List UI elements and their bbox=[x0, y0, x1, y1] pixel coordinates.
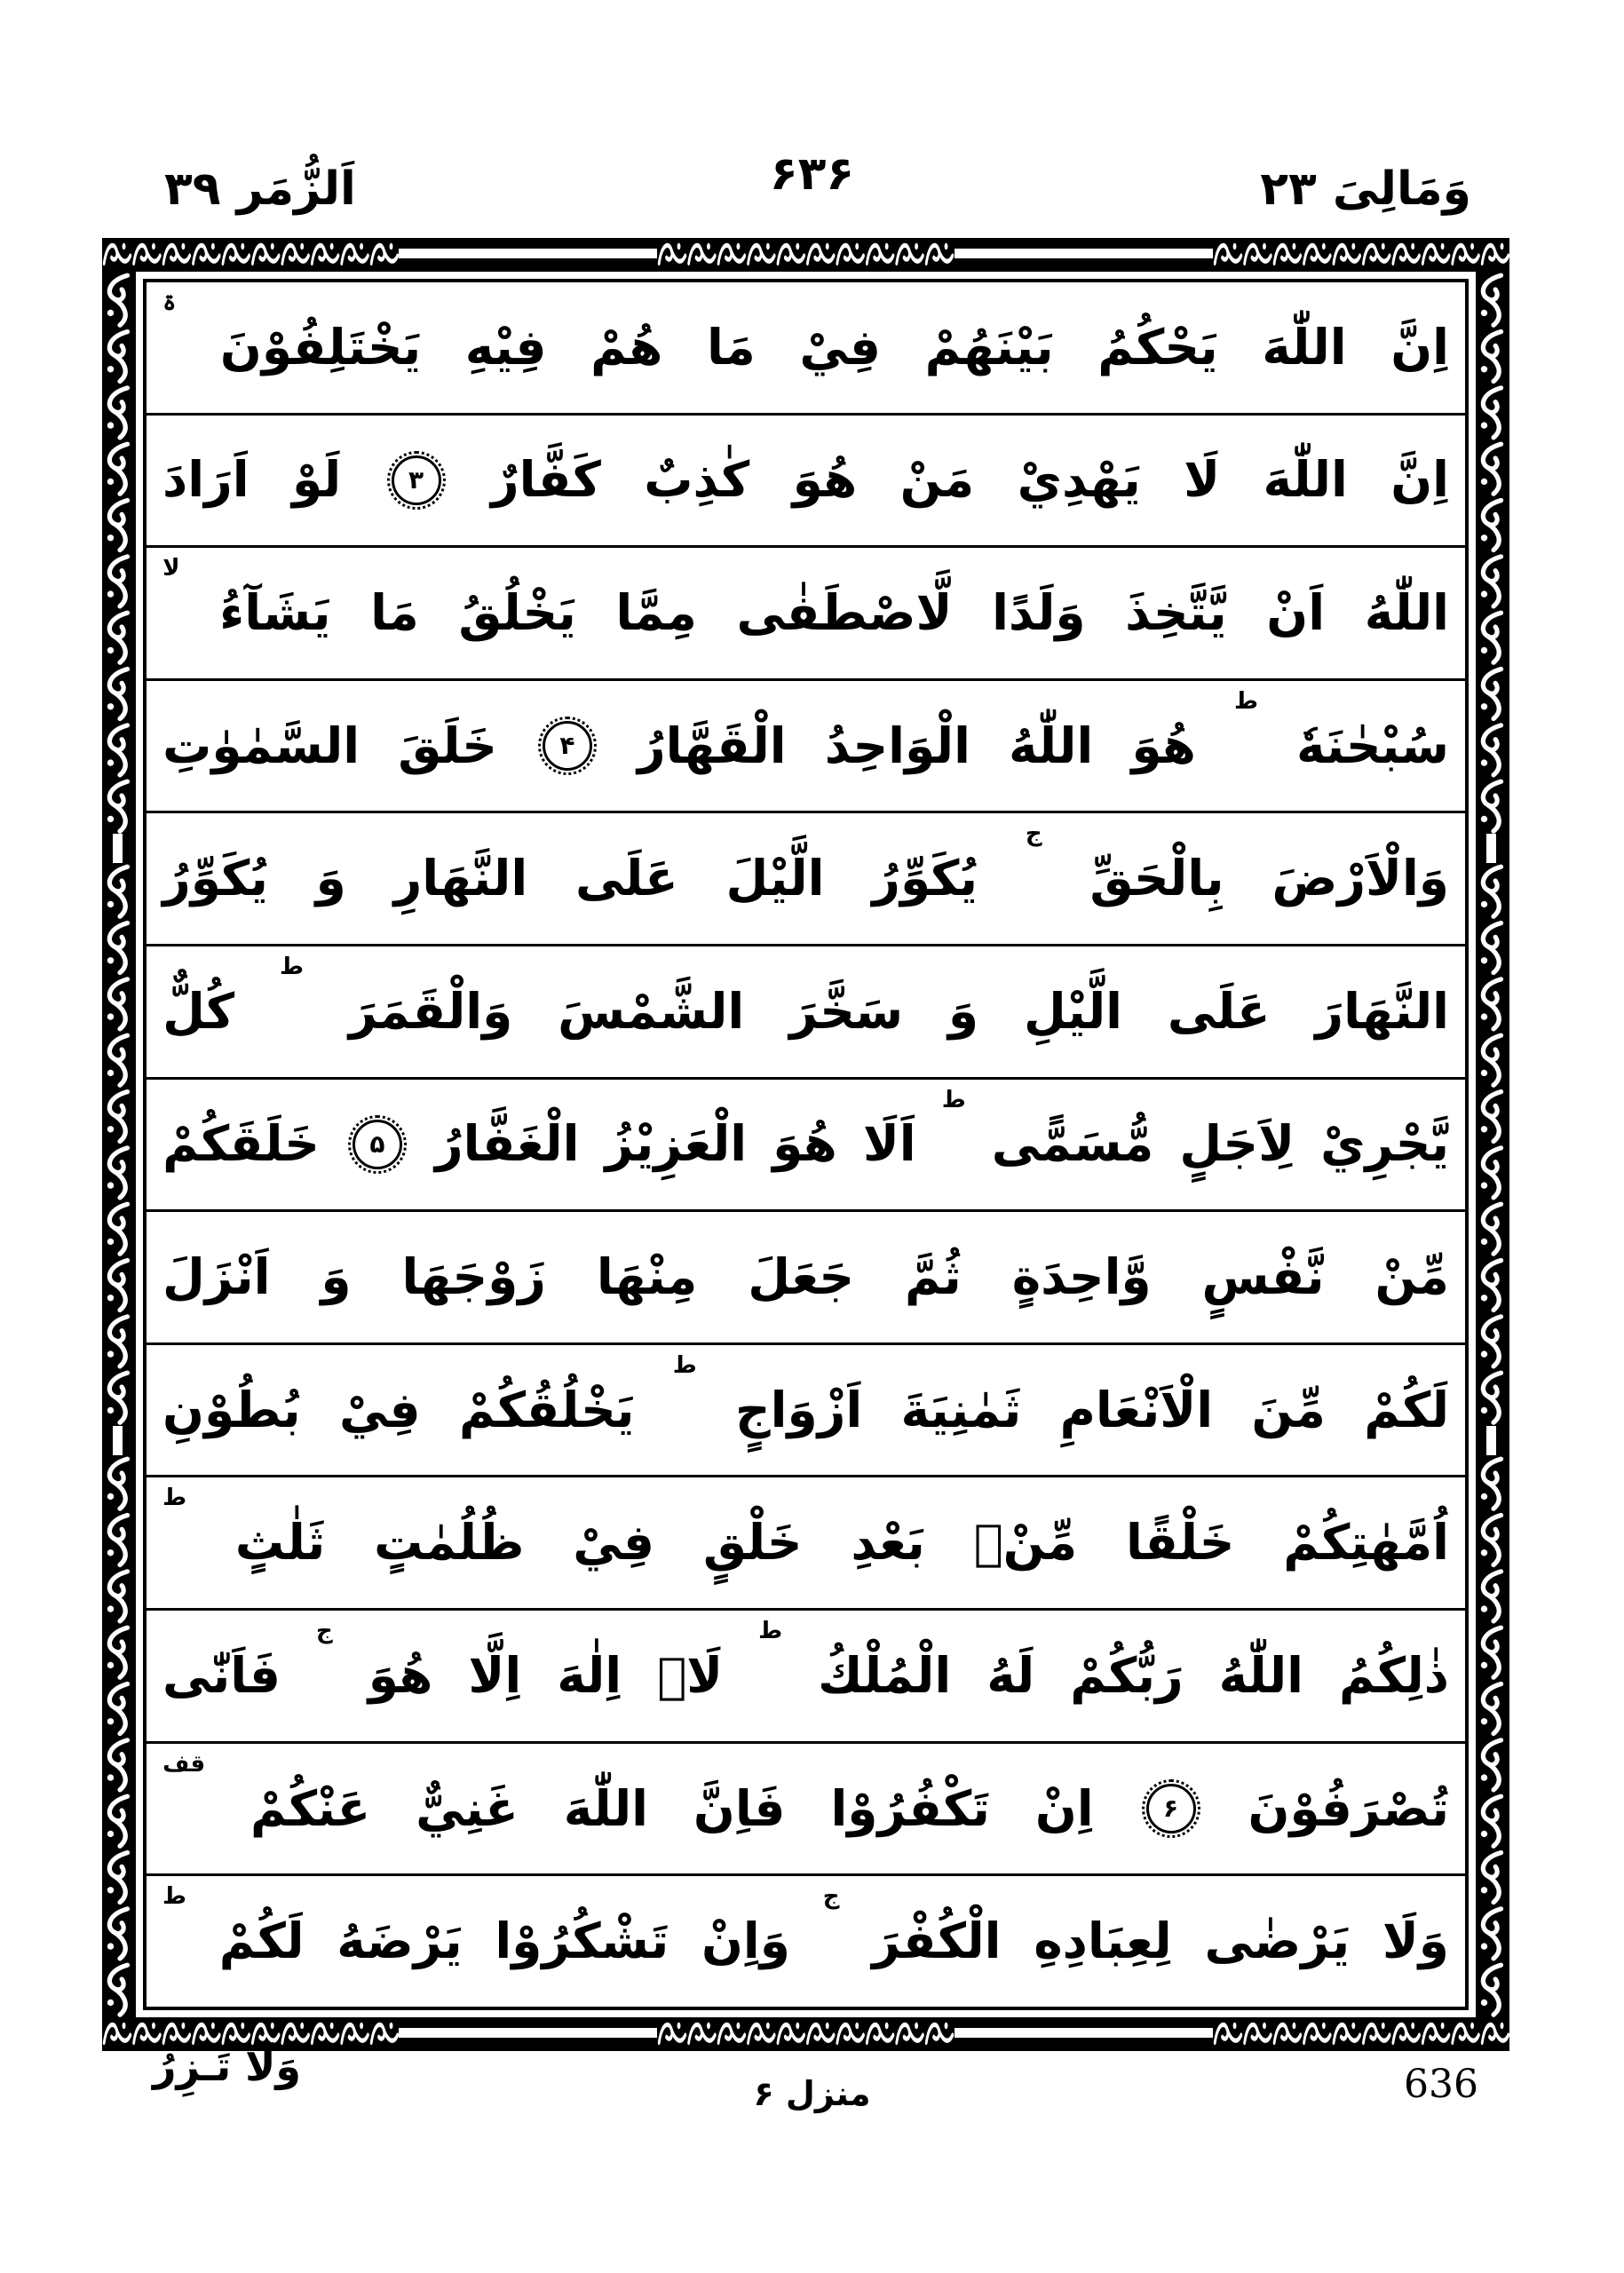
border-band-top bbox=[102, 238, 1509, 272]
word: وَلَا bbox=[1382, 1913, 1449, 1970]
word: يَخْتَلِفُوْنَ bbox=[219, 318, 422, 376]
word: ظُلُمٰتٍ bbox=[374, 1514, 525, 1572]
word: اللّٰهَ bbox=[1263, 451, 1348, 509]
border-band-left bbox=[102, 272, 136, 2017]
word: ثَلٰثٍ bbox=[234, 1514, 326, 1572]
word: اللّٰهُ bbox=[1008, 717, 1094, 774]
word: لَكُمْ bbox=[218, 1913, 305, 1970]
word: لِعِبَادِهِ bbox=[1034, 1913, 1172, 1970]
decorative-frame bbox=[102, 238, 1509, 2051]
stripe-ornament bbox=[1476, 1426, 1509, 1455]
word: لِاَجَلٍ bbox=[1179, 1115, 1295, 1173]
word: الْكُفْرَ bbox=[872, 1913, 1002, 1970]
word: يَّتَّخِذَ bbox=[1125, 584, 1227, 642]
word: كَفَّارٌ bbox=[490, 451, 601, 509]
inner-rule bbox=[143, 279, 1469, 2010]
word: يَرْضٰى bbox=[1204, 1913, 1351, 1970]
word: اِنَّ bbox=[1390, 318, 1449, 376]
quran-line bbox=[147, 1209, 1465, 1342]
word: يُكَوِّرُ bbox=[162, 850, 268, 907]
border-band-bottom bbox=[102, 2017, 1509, 2051]
word: لَّاصْطَفٰى bbox=[736, 584, 953, 642]
word: الَّيْلَ bbox=[725, 850, 825, 907]
word: جَعَلَ bbox=[748, 1248, 855, 1306]
word: اَنْزَلَ bbox=[162, 1248, 271, 1306]
word: النَّهَارِ bbox=[393, 850, 528, 907]
word: الْوَاحِدُ bbox=[824, 717, 970, 774]
word: مَا bbox=[707, 318, 756, 376]
word: وَلَدًا bbox=[992, 584, 1086, 642]
word: السَّمٰوٰتِ bbox=[162, 717, 360, 774]
manzil-label: منزل ۶ bbox=[753, 2074, 871, 2113]
word: اللّٰهَ bbox=[1262, 318, 1347, 376]
word: خَلْقٍ bbox=[702, 1514, 803, 1572]
scroll-ornament bbox=[1476, 863, 1509, 1425]
word: الْعَزِيْزُ bbox=[605, 1115, 748, 1173]
word: وَالْقَمَرَ bbox=[348, 982, 513, 1040]
word: خَلْقًا bbox=[1126, 1514, 1235, 1572]
word: فَاَنّٰى bbox=[162, 1646, 281, 1704]
word: هُوَ bbox=[772, 1115, 837, 1173]
word: هُوَ bbox=[368, 1646, 433, 1704]
word: نَّفْسٍ bbox=[1201, 1248, 1325, 1306]
word: اَرَادَ bbox=[162, 451, 250, 509]
quran-line bbox=[147, 1475, 1465, 1608]
word: اُمَّهٰتِكُمْ bbox=[1283, 1514, 1449, 1572]
word: الْغَفَّارُ bbox=[434, 1115, 580, 1173]
word: الْقَهَّارُ bbox=[637, 717, 787, 774]
word: النَّهَارَ bbox=[1315, 982, 1449, 1040]
word: اَزْوَاجٍ bbox=[735, 1381, 863, 1438]
page-number-latin: 636 bbox=[1404, 2062, 1478, 2107]
word: اِلٰهَ bbox=[557, 1646, 622, 1704]
scroll-ornament bbox=[1476, 1455, 1509, 2017]
word: عَنْكُمْ bbox=[250, 1779, 371, 1837]
word: مِّنْ bbox=[1374, 1248, 1449, 1306]
word: اَنْ bbox=[1266, 584, 1326, 642]
waqf-mark: ط bbox=[941, 1086, 966, 1113]
stripe-ornament bbox=[102, 834, 136, 863]
word: كُلٌّ bbox=[162, 982, 235, 1040]
juz-name-header: وَمَالِىَ ۲۳ bbox=[1260, 162, 1471, 216]
word: وَ bbox=[315, 850, 346, 907]
word: اِنَّ bbox=[1390, 451, 1449, 509]
word: غَنِيٌّ bbox=[416, 1779, 519, 1837]
quran-line bbox=[147, 678, 1465, 812]
word: اِنْ bbox=[1034, 1779, 1094, 1837]
word: لَوْ bbox=[292, 451, 342, 509]
page-header bbox=[0, 142, 1624, 235]
word: الشَّمْسَ bbox=[558, 982, 745, 1040]
scroll-ornament bbox=[102, 238, 399, 272]
word: فِيْ bbox=[799, 318, 882, 376]
word: يَّجْرِيْ bbox=[1320, 1115, 1449, 1173]
quran-line bbox=[147, 282, 1465, 413]
word: تُصْرَفُوْنَ bbox=[1248, 1779, 1449, 1837]
word: يَهْدِيْ bbox=[1017, 451, 1141, 509]
scroll-ornament bbox=[1476, 272, 1509, 834]
word: ثَمٰنِيَةَ bbox=[900, 1381, 1022, 1438]
waqf-mark: ط bbox=[162, 1883, 187, 1911]
word: يَحْكُمُ bbox=[1097, 318, 1218, 376]
waqf-mark: ط bbox=[758, 1618, 783, 1645]
page-number-arabic: ۶۳۶ bbox=[769, 147, 855, 201]
word: لَكُمْ bbox=[1364, 1381, 1449, 1438]
word: يَخْلُقُ bbox=[458, 584, 576, 642]
waqf-mark: قف bbox=[162, 1750, 206, 1778]
word: ذٰلِكُمُ bbox=[1339, 1646, 1449, 1704]
stripe-ornament bbox=[102, 1426, 136, 1455]
word: خَلَقَكُمْ bbox=[162, 1115, 320, 1173]
word: سُبْحٰنَهٗ bbox=[1296, 717, 1449, 774]
word: خَلَقَ bbox=[398, 717, 497, 774]
word: اللّٰهُ bbox=[1364, 584, 1449, 642]
word: زَوْجَهَا bbox=[401, 1248, 546, 1306]
surah-name-header: اَلزُّمَر ۳۹ bbox=[164, 162, 356, 216]
word: عَلَى bbox=[1167, 982, 1271, 1040]
quran-line bbox=[147, 1608, 1465, 1741]
word: مُّسَمًّى bbox=[991, 1115, 1154, 1173]
scroll-ornament bbox=[657, 238, 954, 272]
word: يُكَوِّرُ bbox=[872, 850, 978, 907]
word: بِالْحَقِّ bbox=[1089, 850, 1224, 907]
scroll-ornament bbox=[102, 272, 136, 834]
verse-number-rosette: ۳ bbox=[392, 455, 441, 505]
word: الْاَنْعَامِ bbox=[1059, 1381, 1214, 1438]
border-band-right bbox=[1476, 272, 1509, 2017]
word: هُوَ bbox=[1131, 717, 1196, 774]
scroll-ornament bbox=[1213, 2017, 1509, 2051]
quran-line bbox=[147, 944, 1465, 1077]
quran-line bbox=[147, 545, 1465, 678]
scroll-ornament bbox=[102, 863, 136, 1425]
word: سَخَّرَ bbox=[789, 982, 904, 1040]
word: فِيْهِ bbox=[464, 318, 547, 376]
word: وَ bbox=[321, 1248, 352, 1306]
word: عَلَى bbox=[574, 850, 678, 907]
word: كٰذِبٌ bbox=[644, 451, 750, 509]
word: هُمْ bbox=[590, 318, 663, 376]
word: لَهُ bbox=[986, 1646, 1035, 1704]
word: اَلَا bbox=[862, 1115, 916, 1173]
word: يَشَآءُ bbox=[219, 584, 331, 642]
word: يَخْلُقُكُمْ bbox=[458, 1381, 635, 1438]
word: فِيْ bbox=[338, 1381, 421, 1438]
word: هُوَ bbox=[792, 451, 858, 509]
catchword-next-page: وَلَا تَـزِرُ bbox=[153, 2042, 301, 2090]
word: تَكْفُرُوْا bbox=[830, 1779, 990, 1837]
scroll-ornament bbox=[657, 2017, 954, 2051]
waqf-mark: ج bbox=[1025, 820, 1042, 848]
waqf-mark: ط bbox=[672, 1351, 697, 1379]
word: وَالْاَرْضَ bbox=[1271, 850, 1449, 907]
word: مِنْهَا bbox=[596, 1248, 698, 1306]
waqf-mark: ج bbox=[822, 1883, 840, 1911]
word: ثُمَّ bbox=[904, 1248, 962, 1306]
word: رَبُّكُمْ bbox=[1070, 1646, 1184, 1704]
word: فِيْ bbox=[573, 1514, 654, 1572]
word: مَا bbox=[370, 584, 419, 642]
word: بُطُوْنِ bbox=[162, 1381, 301, 1438]
word: لَا bbox=[1184, 451, 1221, 509]
stripe-ornament bbox=[955, 238, 1213, 272]
word: بَيْنَهُمْ bbox=[924, 318, 1054, 376]
word: فَاِنَّ bbox=[693, 1779, 786, 1837]
verse-number-rosette: ۴ bbox=[543, 721, 592, 771]
word: وَّاحِدَةٍ bbox=[1011, 1248, 1152, 1306]
word: يَرْضَهُ bbox=[337, 1913, 463, 1970]
waqf-mark: ط bbox=[280, 954, 305, 981]
waqf-mark: ط bbox=[1233, 687, 1258, 715]
stripe-ornament bbox=[955, 2017, 1213, 2051]
word: اللّٰهَ bbox=[563, 1779, 648, 1837]
word: لَاۤ bbox=[657, 1646, 724, 1704]
quran-line bbox=[147, 413, 1465, 546]
word: مِّنَ bbox=[1251, 1381, 1326, 1438]
word: الَّيْلِ bbox=[1023, 982, 1123, 1040]
verse-number-rosette: ۶ bbox=[1146, 1784, 1196, 1833]
word: بَعْدِ bbox=[851, 1514, 925, 1572]
word: مِّنْۢ bbox=[973, 1514, 1078, 1572]
waqf-mark: ۃ bbox=[162, 289, 177, 316]
word: اِلَّا bbox=[468, 1646, 522, 1704]
stripe-ornament bbox=[399, 238, 657, 272]
quran-line bbox=[147, 1741, 1465, 1874]
word: تَشْكُرُوْا bbox=[495, 1913, 669, 1970]
quran-line bbox=[147, 1077, 1465, 1210]
word: اللّٰهُ bbox=[1218, 1646, 1303, 1704]
stripe-ornament bbox=[399, 2017, 657, 2051]
quran-line bbox=[147, 811, 1465, 944]
quran-text-area bbox=[147, 282, 1465, 2007]
verse-number-rosette: ۵ bbox=[353, 1120, 402, 1169]
waqf-mark: لا bbox=[162, 555, 180, 582]
waqf-mark: ط bbox=[162, 1485, 187, 1512]
word: مِمَّا bbox=[615, 584, 697, 642]
word: الْمُلْكُ bbox=[818, 1646, 952, 1704]
quran-line bbox=[147, 1342, 1465, 1476]
stripe-ornament bbox=[1476, 834, 1509, 863]
quran-line bbox=[147, 1873, 1465, 2007]
scroll-ornament bbox=[1213, 238, 1509, 272]
word: مَنْ bbox=[899, 451, 975, 509]
scroll-ornament bbox=[102, 1455, 136, 2017]
word: وَ bbox=[947, 982, 979, 1040]
waqf-mark: ج bbox=[316, 1618, 333, 1645]
word: وَاِنْ bbox=[701, 1913, 790, 1970]
